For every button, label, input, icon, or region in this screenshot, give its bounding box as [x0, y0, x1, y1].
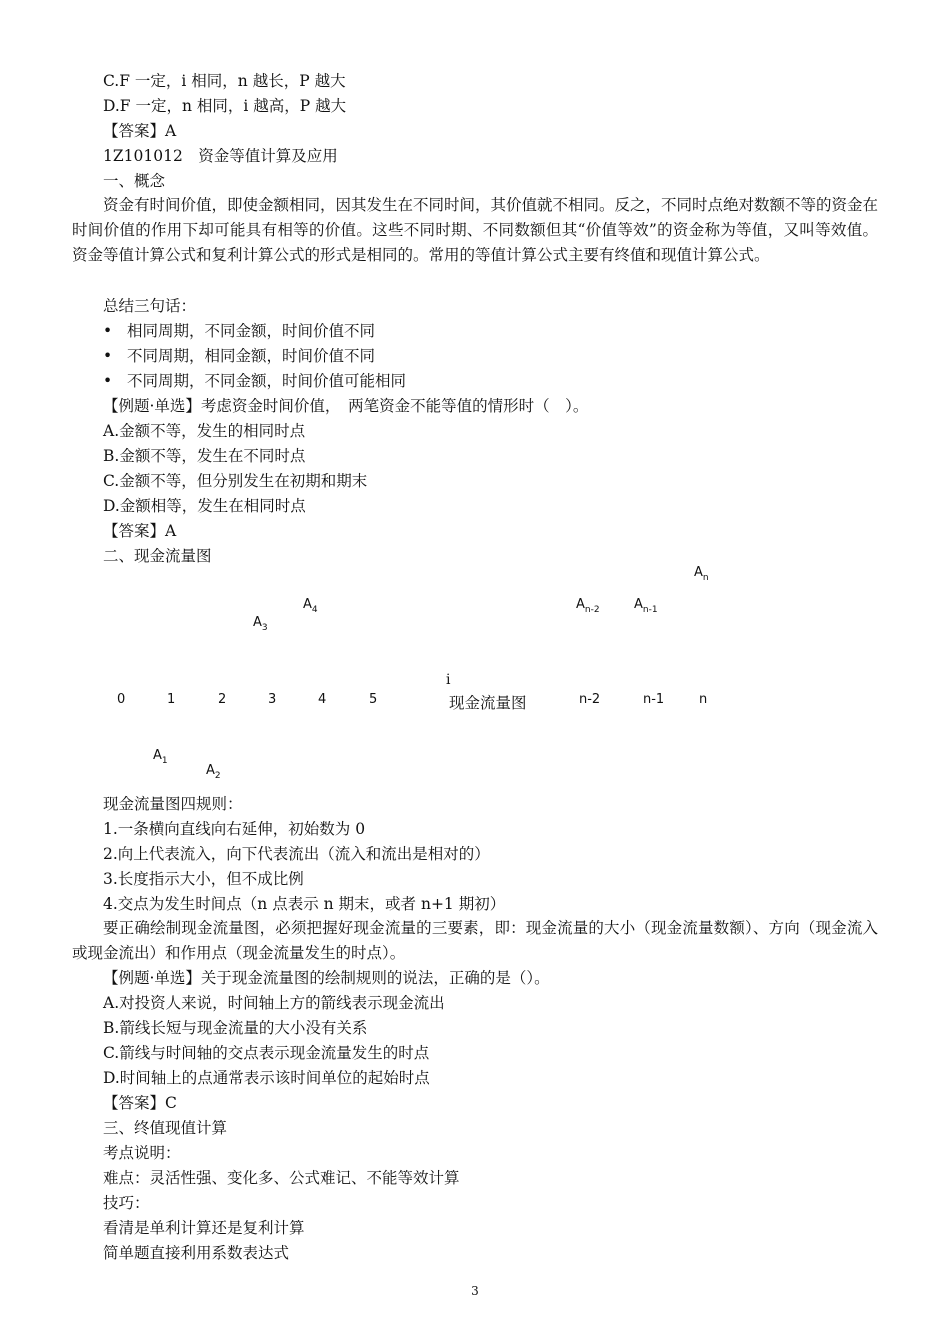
example2-question: 【例题·单选】关于现金流量图的绘制规则的说法，正确的是（）。	[103, 969, 550, 987]
bullet-text: 不同周期，不同金额，时间价值可能相同	[127, 372, 407, 390]
tick-label: 3	[268, 692, 277, 707]
note-line: 考点说明：	[103, 1144, 181, 1162]
section2-heading: 二、现金流量图	[103, 547, 212, 565]
example1-option-d: D.金额相等，发生在相同时点	[103, 497, 306, 515]
bullet-icon: •	[103, 347, 113, 365]
answer-line: 【答案】A	[103, 122, 177, 140]
rules-title: 现金流量图四规则：	[103, 795, 243, 813]
label-a2: $A_2$	[206, 763, 221, 781]
elements-paragraph: 要正确绘制现金流量图，必须把握好现金流量的三要素，即：现金流量的大小（现金流量数额）、方向（现金流入或现金流出）和作用点（现金流量发生的时点）。	[72, 919, 878, 962]
bullet-text: 相同周期，不同金额，时间价值不同	[127, 322, 376, 340]
label-an: $A_n$	[694, 565, 709, 583]
example1-question: 【例题·单选】考虑资金时间价值， 两笔资金不能等值的情形时（ ）。	[103, 397, 589, 415]
rule-item: 4.交点为发生时间点（n 点表示 n 期末，或者 n+1 期初）	[103, 895, 506, 913]
label-an-2: $A_{n-2}$	[576, 597, 600, 615]
example1-option-a: A.金额不等，发生的相同时点	[103, 422, 306, 440]
tick-label: 0	[117, 692, 126, 707]
example2-answer: 【答案】C	[103, 1094, 177, 1112]
bullet-icon: •	[103, 322, 113, 340]
concept-heading: 一、概念	[103, 172, 166, 190]
example2-option-a: A.对投资人来说，时间轴上方的箭线表示现金流出	[103, 994, 445, 1012]
label-a1: $A_1$	[153, 748, 168, 766]
rule-item: 3.长度指示大小，但不成比例	[103, 870, 304, 888]
tick-label: 1	[167, 692, 176, 707]
example2-option-c: C.箭线与时间轴的交点表示现金流量发生的时点	[103, 1044, 430, 1062]
example1-option-b: B.金额不等，发生在不同时点	[103, 447, 306, 465]
label-a4: $A_4$	[303, 597, 318, 615]
summary-title: 总结三句话：	[103, 297, 197, 315]
tick-label: 4	[318, 692, 327, 707]
bullet-item	[103, 371, 406, 391]
tick-label: n-2	[579, 692, 601, 707]
note-line: 看清是单利计算还是复利计算	[103, 1219, 305, 1237]
note-line: 技巧：	[103, 1194, 150, 1212]
section3-heading: 三、终值现值计算	[103, 1119, 228, 1137]
tick-label: 5	[369, 692, 378, 707]
label-an-1: $A_{n-1}$	[634, 597, 658, 615]
section-heading: 1Z101012 资金等值计算及应用	[103, 147, 338, 165]
label-a3: $A_3$	[253, 615, 268, 633]
bullet-item	[103, 346, 375, 366]
example2-option-d: D.时间轴上的点通常表示该时间单位的起始时点	[103, 1069, 430, 1087]
tick-label: n-1	[643, 692, 665, 707]
example1-option-c: C.金额不等，但分别发生在初期和期末	[103, 472, 368, 490]
option-c-line: C.F 一定，i 相同，n 越长，P 越大	[103, 72, 346, 90]
page-number: 3	[471, 1284, 479, 1298]
rule-item: 2.向上代表流入，向下代表流出（流入和流出是相对的）	[103, 845, 490, 863]
interest-rate-label: i	[446, 672, 451, 688]
note-line: 难点：灵活性强、变化多、公式难记、不能等效计算	[103, 1169, 460, 1187]
option-d-line: D.F 一定，n 相同，i 越高，P 越大	[103, 97, 347, 115]
tick-label: n	[699, 692, 708, 707]
bullet-icon: •	[103, 372, 113, 390]
concept-paragraph: 资金有时间价值，即使金额相同，因其发生在不同时间，其价值就不相同。反之，不同时点绝对数额不等的资金在时间价值的作用下却可能具有相等的价值。这些不同时期、不同数额但其“价值等效”的资金称为等值，又叫等效值。资金等值计算公式和复利计算公式的形式是相同的。常用的等值计算公式主要有终值和现值计算公式。	[72, 196, 879, 264]
tick-label: 2	[218, 692, 227, 707]
note-line: 简单题直接利用系数表达式	[103, 1244, 290, 1262]
bullet-item	[103, 321, 375, 341]
example1-answer: 【答案】A	[103, 522, 177, 540]
diagram-caption: 现金流量图	[449, 694, 527, 712]
example2-option-b: B.箭线长短与现金流量的大小没有关系	[103, 1019, 368, 1037]
rule-item: 1.一条横向直线向右延伸，初始数为 0	[103, 820, 366, 838]
bullet-text: 不同周期，相同金额，时间价值不同	[127, 347, 376, 365]
